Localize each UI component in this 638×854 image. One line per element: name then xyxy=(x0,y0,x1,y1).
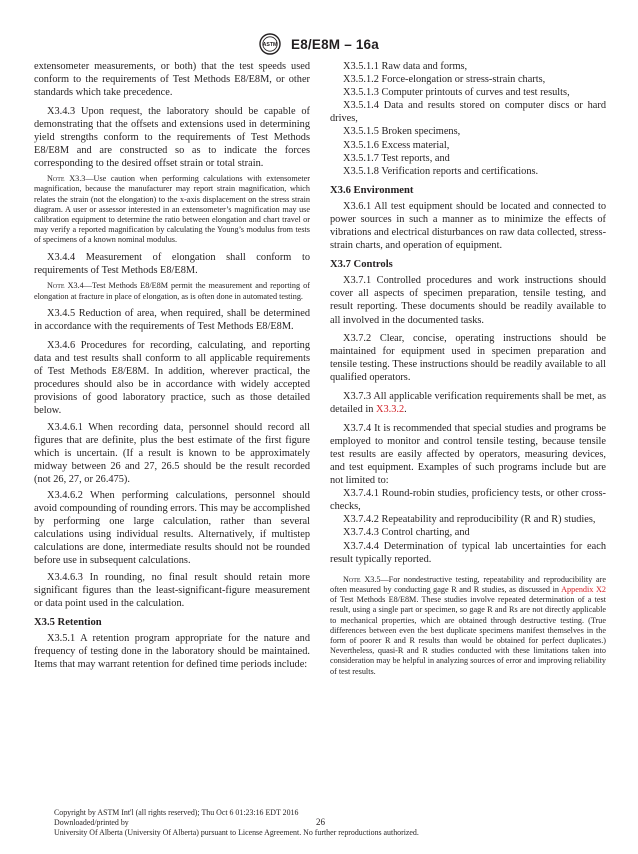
section-x3-4-5: X3.4.5 Reduction of area, when required, shall be determined in accordance with the requirements of Test Methods E8/E8M. xyxy=(34,308,310,333)
standard-designation: E8/E8M – 16a xyxy=(291,36,379,52)
section-x3-4-6-1: X3.4.6.1 When recording data, personnel should record all figures that are definite, plus the best estimate of the first figure which is uncertain. (If a result is known to be approximately midway between 26 and 27, 26.5 should be the result recorded (not 26, 27, or 26.475). xyxy=(34,421,310,485)
section-x3-4-3: X3.4.3 Upon request, the laboratory should be capable of demonstrating that the offsets and extensions used in determining yield strengths conform to the requirements of Test Methods E8/E8M and are constructed so as to indicate the forces corresponding to the desired offset strain or total strain. xyxy=(34,105,310,170)
section-x3-7-2: X3.7.2 Clear, concise, operating instructions should be maintained for equipment used in specimen preparation and tensile testing. These instructions should be readily available to all qualified operators. xyxy=(330,333,606,384)
note-x3-4 xyxy=(34,281,310,301)
footer-line: Downloaded/printed by xyxy=(54,818,129,827)
list-item: X3.5.1.1 Raw data and forms, xyxy=(343,61,468,72)
footer-line: Copyright by ASTM Int'l (all rights reserved); Thu Oct 6 01:23:16 EDT 2016 xyxy=(54,808,299,817)
list-item: X3.5.1.8 Verification reports and certifications. xyxy=(343,165,539,177)
heading-retention: X3.5 Retention xyxy=(34,616,102,628)
paragraph: extensometer measurements, or both) that the test speeds used conform to the requirements of Test Methods E8/E8M, or other standards which take precedence. xyxy=(34,61,310,99)
note-text: of Test Methods E8/E8M. These studies involve repeated determination of a test result, using a single part or specimen, so gage R and Rs are not directly applicable to mechanical properties, which are obtained through destructive testing. (True differences between even the best duplicate specimens manifest themselves in the form of poorer R and R results than would be obtained for perfect duplicates.) Nevertheless, quasi-R and R studies conducted with these limitations taken into consideration may be helpful in analyzing sources of error and improving reliability of test results. xyxy=(330,595,606,676)
footer-line: University Of Alberta (University Of Alberta) pursuant to License Agreement. No further reproductions authorized. xyxy=(54,828,419,837)
section-x3-4-6-3: X3.4.6.3 In rounding, no final result should retain more significant figures than the least-significant-figure measurement or data point used in the calculation. xyxy=(34,571,310,609)
astm-logo-icon xyxy=(259,33,281,55)
section-x3-4-6-2: X3.4.6.2 When performing calculations, personnel should avoid compounding of rounding errors. This may be accomplished by performing one large calculation, rather than several calculations using individual results. Alternatively, if multistep calculations are done, intermediate results should not be rounded before use in subsequent calculations. xyxy=(34,489,310,567)
note-x3-5 xyxy=(330,575,606,677)
svg-text:ASTM: ASTM xyxy=(262,42,278,49)
text: X3.7.3 All applicable verification requirements shall be met, as detailed in xyxy=(330,390,606,416)
heading-controls: X3.7 Controls xyxy=(330,259,393,271)
list-item: X3.5.1.2 Force-elongation or stress-strain charts, xyxy=(343,74,546,86)
list-item: X3.5.1.7 Test reports, and xyxy=(343,152,450,164)
heading-environment: X3.6 Environment xyxy=(330,184,414,196)
list-item: X3.5.1.5 Broken specimens, xyxy=(343,126,461,138)
text: . xyxy=(404,404,407,416)
section-x3-6-1: X3.6.1 All test equipment should be located and connected to power sources in such a manner as to minimize the effects of vibrations and electrical disturbances on raw data collected, stress-strain charts, and operation of equipment. xyxy=(330,200,607,252)
note-label: Note X3.5 xyxy=(343,574,381,584)
note-text: —Use caution when performing calculations with extensometer magnification, because the manufacturer may report strain magnification, which relates the strain (not the elongation) to the x-axis displacement on the stress strain diagram. A user or assessor interested in an extensometer’s magnification may use calibration equipment to determine the ratio between elongation and chart travel or may verify a reported magnification by calculating the Young’s modulus from tests of specimens of a known nominal modulus. xyxy=(34,174,310,245)
section-x3-7-1: X3.7.1 Controlled procedures and work instructions should cover all aspects of specimen preparation, tensile testing, and result reporting. These documents should be readily available to all involved in the documented tasks. xyxy=(330,275,606,326)
list-item: X3.5.1.3 Computer printouts of curves and test results, xyxy=(343,87,570,99)
note-label: Note X3.4 xyxy=(47,281,84,291)
list-item: X3.5.1.4 Data and results stored on computer discs or hard drives, xyxy=(330,100,606,125)
list-item: X3.7.4.4 Determination of typical lab uncertainties for each result typically reported. xyxy=(330,540,606,565)
page-header xyxy=(0,33,638,55)
note-text: —For nondestructive testing, repeatability and reproducibility are often measured by conducting gage R and R studies, as discussed in xyxy=(330,574,606,594)
section-x3-5-1: X3.5.1 A retention program appropriate for the nature and frequency of testing done in the laboratory should be maintained. Items that may warrant retention for defined time periods include: xyxy=(34,632,310,671)
copyright-footer xyxy=(54,808,614,838)
section-x3-4-4: X3.4.4 Measurement of elongation shall conform to requirements of Test Methods E8/E8M. xyxy=(34,252,310,277)
list-item: X3.7.4.1 Round-robin studies, proficiency tests, or other cross-checks, xyxy=(330,488,606,513)
section-x3-7-4: X3.7.4 It is recommended that special studies and programs be employed to monitor and control tensile testing, because tensile test results are easily affected by operators, measuring devices, and test equipment. Examples of such programs include but are not limited to: xyxy=(330,422,606,487)
page-number: 26 xyxy=(316,817,325,827)
list-item: X3.5.1.6 Excess material, xyxy=(343,139,450,151)
section-x3-4-6: X3.4.6 Procedures for recording, calculating, and reporting data and test results shall conform to all applicable requirements of Test Methods E8/E8M. In addition, wherever practical, the procedures should also be in accordance with widely accepted provisions of good laboratory practice, such as those detailed below. xyxy=(34,339,310,417)
note-label: Note X3.3 xyxy=(47,174,86,184)
list-item: X3.7.4.3 Control charting, and xyxy=(343,527,470,539)
note-text: —Test Methods E8/E8M permit the measurement and reporting of elongation at fracture in place of elongation, as is often done in automated testing. xyxy=(34,281,310,301)
section-x3-7-3 xyxy=(330,390,606,416)
list-item: X3.7.4.2 Repeatability and reproducibility (R and R) studies, xyxy=(343,514,596,526)
link-x3-3-2[interactable]: X3.3.2 xyxy=(375,404,405,416)
left-column xyxy=(34,60,310,671)
right-column xyxy=(330,60,606,677)
note-x3-3 xyxy=(34,174,310,245)
link-appendix-x2[interactable]: Appendix X2 xyxy=(561,584,607,594)
